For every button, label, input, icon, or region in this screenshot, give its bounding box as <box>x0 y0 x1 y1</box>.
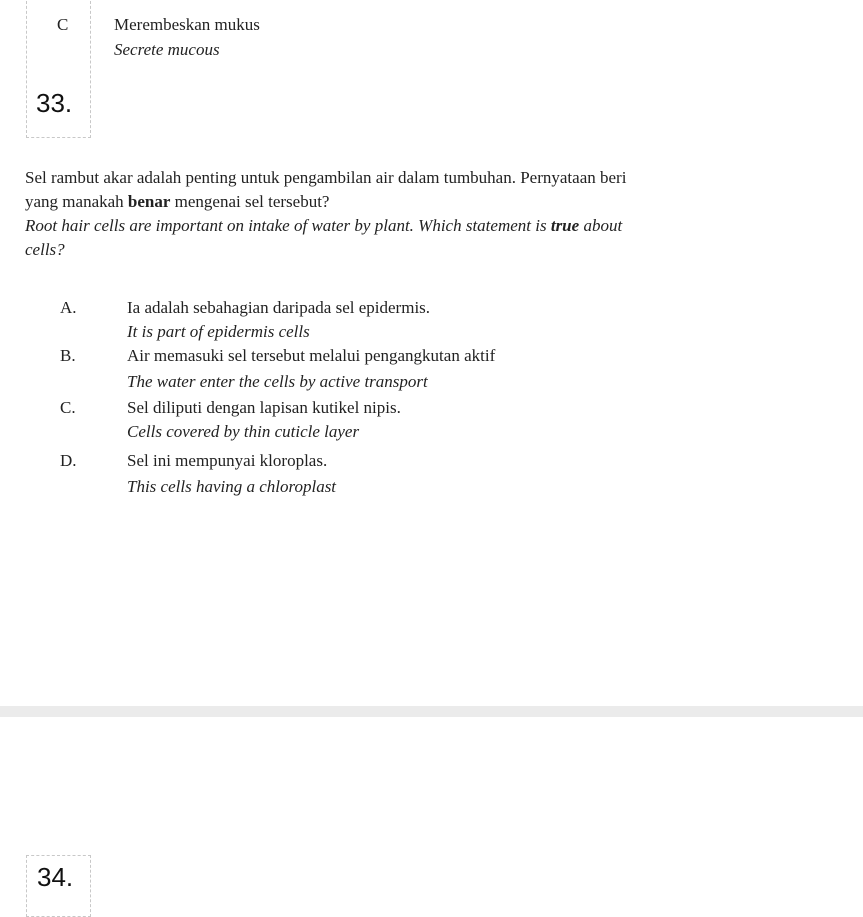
option-letter: B. <box>60 346 76 365</box>
option-letter: D. <box>60 451 77 470</box>
stem-text: mengenai sel tersebut? <box>170 192 330 211</box>
option-english: The water enter the cells by active transport <box>127 372 428 391</box>
option-english: Cells covered by thin cuticle layer <box>127 422 360 441</box>
option-english: This cells having a chloroplast <box>127 477 337 496</box>
stem-emphasis: true <box>550 216 580 235</box>
option-malay: Sel diliputi dengan lapisan kutikel nipis. <box>127 398 401 417</box>
option-malay: Sel ini mempunyai kloroplas. <box>127 451 328 470</box>
option-letter: A. <box>60 298 77 317</box>
option-letter: C. <box>60 398 76 417</box>
question-stem-malay-2 <box>25 192 329 212</box>
next-question-number: 34. <box>37 862 74 892</box>
prev-option-malay: Merembeskan mukus <box>114 15 260 34</box>
stem-emphasis: benar <box>127 192 171 211</box>
question-stem-english-1 <box>25 216 622 236</box>
stem-text: Sel rambut akar adalah penting untuk pengambilan air dalam tumbuhan. Pernyataan beri <box>25 168 627 187</box>
stem-text: Root hair cells are important on intake of water by plant. Which statement is <box>25 216 551 235</box>
option-english: It is part of epidermis cells <box>127 322 310 341</box>
question-stem-english-2: cells? <box>25 240 65 259</box>
option-malay: Air memasuki sel tersebut melalui pengangkutan aktif <box>127 346 496 365</box>
prev-option-english: Secrete mucous <box>114 40 220 59</box>
page-separator <box>0 706 863 717</box>
question-number: 33. <box>36 88 73 118</box>
stem-text: yang manakah <box>25 192 128 211</box>
question-stem-malay-1 <box>25 168 626 188</box>
option-malay: Ia adalah sebahagian daripada sel epidermis. <box>127 298 431 317</box>
prev-option-letter: C <box>57 15 69 34</box>
stem-text: about <box>579 216 623 235</box>
